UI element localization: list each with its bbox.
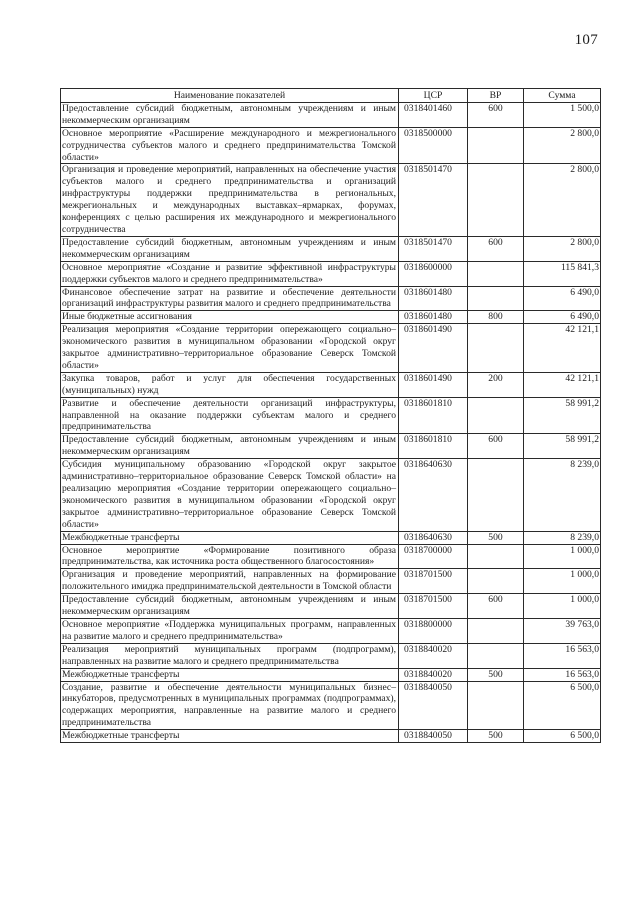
csr-code-cell: 0318401460 bbox=[399, 102, 468, 127]
header-indicator-name: Наименование показателей bbox=[61, 89, 399, 103]
page-number: 107 bbox=[574, 32, 598, 48]
table-row bbox=[61, 261, 601, 286]
amount-cell: 1 500,0 bbox=[524, 102, 601, 127]
vr-code-cell: 600 bbox=[468, 594, 524, 619]
amount-cell: 16 563,0 bbox=[524, 643, 601, 668]
header-amount: Сумма bbox=[524, 89, 601, 103]
vr-code-cell bbox=[468, 618, 524, 643]
table-row bbox=[61, 102, 601, 127]
vr-code-cell: 500 bbox=[468, 668, 524, 681]
amount-cell: 115 841,3 bbox=[524, 261, 601, 286]
indicator-name-cell: Межбюджетные трансферты bbox=[61, 668, 399, 681]
amount-cell: 1 000,0 bbox=[524, 544, 601, 569]
indicator-name-cell: Предоставление субсидий бюджетным, автономным учреждениям и иным некоммерческим организациям bbox=[61, 434, 399, 459]
csr-code-cell: 0318701500 bbox=[399, 594, 468, 619]
amount-cell: 39 763,0 bbox=[524, 618, 601, 643]
indicator-name-cell: Межбюджетные трансферты bbox=[61, 730, 399, 743]
amount-cell: 6 490,0 bbox=[524, 311, 601, 324]
indicator-name-cell: Предоставление субсидий бюджетным, автономным учреждениям и иным некоммерческим организациям bbox=[61, 594, 399, 619]
vr-code-cell: 800 bbox=[468, 311, 524, 324]
table-row bbox=[61, 668, 601, 681]
vr-code-cell: 600 bbox=[468, 102, 524, 127]
indicator-name-cell: Основное мероприятие «Создание и развитие эффективной инфраструктуры поддержки субъектов малого и среднего предпринимательства» bbox=[61, 261, 399, 286]
indicator-name-cell: Предоставление субсидий бюджетным, автономным учреждениям и иным некоммерческим организациям bbox=[61, 102, 399, 127]
csr-code-cell: 0318601810 bbox=[399, 434, 468, 459]
csr-code-cell: 0318501470 bbox=[399, 164, 468, 236]
amount-cell: 8 239,0 bbox=[524, 531, 601, 544]
indicator-name-cell: Организация и проведение мероприятий, направленных на обеспечение участия субъектов малого и среднего предпринимательства и организаций инфраструктуры поддержки предпринимательства в региональных, межрегиональных и международных выставках–ярмарках, форумах, конференциях с целью расширения их международного и межрегионального сотрудничества bbox=[61, 164, 399, 236]
table-row bbox=[61, 236, 601, 261]
table-row bbox=[61, 286, 601, 311]
table-row bbox=[61, 311, 601, 324]
csr-code-cell: 0318601490 bbox=[399, 324, 468, 373]
table-header-row bbox=[61, 89, 601, 103]
csr-code-cell: 0318601480 bbox=[399, 286, 468, 311]
vr-code-cell: 600 bbox=[468, 434, 524, 459]
amount-cell: 16 563,0 bbox=[524, 668, 601, 681]
table-row bbox=[61, 372, 601, 397]
indicator-name-cell: Иные бюджетные ассигнования bbox=[61, 311, 399, 324]
vr-code-cell bbox=[468, 459, 524, 531]
table-row bbox=[61, 569, 601, 594]
amount-cell: 6 490,0 bbox=[524, 286, 601, 311]
indicator-name-cell: Развитие и обеспечение деятельности организаций инфраструктуры, направленной на оказание поддержки субъектам малого и среднего предпринимательства bbox=[61, 397, 399, 434]
csr-code-cell: 0318840020 bbox=[399, 668, 468, 681]
header-vr-code: ВР bbox=[468, 89, 524, 103]
vr-code-cell bbox=[468, 261, 524, 286]
table-row bbox=[61, 127, 601, 164]
indicator-name-cell: Основное мероприятие «Расширение международного и межрегионального сотрудничества субъектов малого и среднего предпринимательства Томской области» bbox=[61, 127, 399, 164]
vr-code-cell: 500 bbox=[468, 531, 524, 544]
csr-code-cell: 0318640630 bbox=[399, 531, 468, 544]
vr-code-cell: 200 bbox=[468, 372, 524, 397]
amount-cell: 6 500,0 bbox=[524, 681, 601, 730]
vr-code-cell: 600 bbox=[468, 236, 524, 261]
table-row bbox=[61, 164, 601, 236]
indicator-name-cell: Финансовое обеспечение затрат на развитие и обеспечение деятельности организаций инфраструктуры развития малого и среднего предпринимательства bbox=[61, 286, 399, 311]
amount-cell: 2 800,0 bbox=[524, 127, 601, 164]
csr-code-cell: 0318601490 bbox=[399, 372, 468, 397]
amount-cell: 2 800,0 bbox=[524, 164, 601, 236]
indicator-name-cell: Субсидия муниципальному образованию «Городской округ закрытое административно–территориальное образование Северск Томской области» на реализацию мероприятия «Создание территории опережающего социально–экономического развития в муниципальном образовании «Городской округ закрытое административно–территориальное образование Северск Томской области» bbox=[61, 459, 399, 531]
vr-code-cell bbox=[468, 643, 524, 668]
csr-code-cell: 0318600000 bbox=[399, 261, 468, 286]
csr-code-cell: 0318640630 bbox=[399, 459, 468, 531]
table-row bbox=[61, 459, 601, 531]
indicator-name-cell: Закупка товаров, работ и услуг для обеспечения государственных (муниципальных) нужд bbox=[61, 372, 399, 397]
vr-code-cell bbox=[468, 127, 524, 164]
amount-cell: 1 000,0 bbox=[524, 569, 601, 594]
amount-cell: 42 121,1 bbox=[524, 324, 601, 373]
table-row bbox=[61, 397, 601, 434]
vr-code-cell bbox=[468, 569, 524, 594]
amount-cell: 58 991,2 bbox=[524, 434, 601, 459]
csr-code-cell: 0318601810 bbox=[399, 397, 468, 434]
vr-code-cell bbox=[468, 164, 524, 236]
vr-code-cell bbox=[468, 324, 524, 373]
csr-code-cell: 0318700000 bbox=[399, 544, 468, 569]
indicator-name-cell: Реализация мероприятий муниципальных программ (подпрограмм), направленных на развитие малого и среднего предпринимательства bbox=[61, 643, 399, 668]
table-row bbox=[61, 324, 601, 373]
indicator-name-cell: Предоставление субсидий бюджетным, автономным учреждениям и иным некоммерческим организациям bbox=[61, 236, 399, 261]
amount-cell: 6 500,0 bbox=[524, 730, 601, 743]
amount-cell: 1 000,0 bbox=[524, 594, 601, 619]
indicator-name-cell: Основное мероприятие «Формирование позитивного образа предпринимательства, как источника роста общественного благосостояния» bbox=[61, 544, 399, 569]
csr-code-cell: 0318840020 bbox=[399, 643, 468, 668]
amount-cell: 2 800,0 bbox=[524, 236, 601, 261]
indicator-name-cell: Межбюджетные трансферты bbox=[61, 531, 399, 544]
table-row bbox=[61, 544, 601, 569]
table-row bbox=[61, 730, 601, 743]
amount-cell: 42 121,1 bbox=[524, 372, 601, 397]
vr-code-cell bbox=[468, 681, 524, 730]
budget-table bbox=[60, 88, 601, 743]
table-row bbox=[61, 618, 601, 643]
csr-code-cell: 0318800000 bbox=[399, 618, 468, 643]
amount-cell: 8 239,0 bbox=[524, 459, 601, 531]
header-csr-code: ЦСР bbox=[399, 89, 468, 103]
csr-code-cell: 0318601480 bbox=[399, 311, 468, 324]
csr-code-cell: 0318500000 bbox=[399, 127, 468, 164]
table-body bbox=[61, 102, 601, 742]
table-row bbox=[61, 643, 601, 668]
vr-code-cell bbox=[468, 286, 524, 311]
csr-code-cell: 0318840050 bbox=[399, 730, 468, 743]
table-row bbox=[61, 594, 601, 619]
indicator-name-cell: Создание, развитие и обеспечение деятельности муниципальных бизнес–инкубаторов, предусмотренных в муниципальных программах (подпрограммах), содержащих мероприятия, направленные на развитие малого и среднего предпринимательства bbox=[61, 681, 399, 730]
csr-code-cell: 0318701500 bbox=[399, 569, 468, 594]
vr-code-cell bbox=[468, 397, 524, 434]
vr-code-cell bbox=[468, 544, 524, 569]
csr-code-cell: 0318840050 bbox=[399, 681, 468, 730]
table-header bbox=[61, 89, 601, 103]
amount-cell: 58 991,2 bbox=[524, 397, 601, 434]
table-row bbox=[61, 531, 601, 544]
table-row bbox=[61, 681, 601, 730]
table-row bbox=[61, 434, 601, 459]
vr-code-cell: 500 bbox=[468, 730, 524, 743]
indicator-name-cell: Реализация мероприятия «Создание территории опережающего социально–экономического развития в муниципальном образовании «Городской округ закрытое административно–территориальное образование Северск Томской области» bbox=[61, 324, 399, 373]
indicator-name-cell: Организация и проведение мероприятий, направленных на формирование положительного имиджа предпринимательской деятельности в Томской области bbox=[61, 569, 399, 594]
indicator-name-cell: Основное мероприятие «Поддержка муниципальных программ, направленных на развитие малого и среднего предпринимательства» bbox=[61, 618, 399, 643]
csr-code-cell: 0318501470 bbox=[399, 236, 468, 261]
